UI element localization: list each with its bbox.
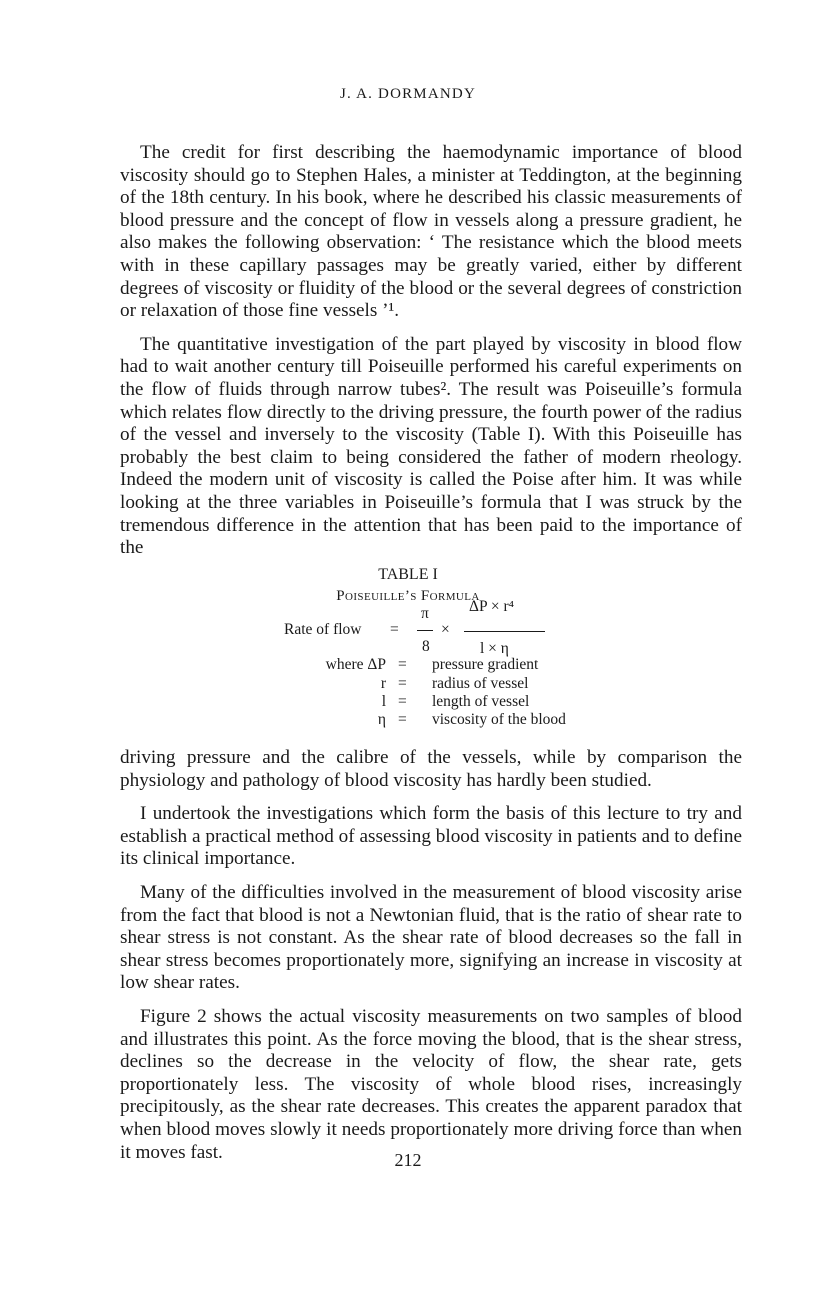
page-number: 212	[394, 1150, 422, 1170]
definition-equals: =	[398, 656, 407, 673]
definition-meaning: pressure gradient	[432, 656, 539, 673]
definition-equals: =	[398, 675, 407, 692]
definition-meaning: viscosity of the blood	[432, 711, 566, 728]
table-title: TABLE I	[378, 566, 438, 583]
definition-equals: =	[398, 711, 407, 728]
formula-eight: 8	[422, 638, 430, 655]
formula-denominator: l × η	[480, 640, 509, 657]
main-fraction-bar	[464, 631, 545, 632]
paragraph: The credit for first describing the haemodynamic importance of blood viscosity should go to Stephen Hales, a minister at Teddington, at the beginning of the 18th century. In his book, where he described his classic measurements of blood pressure and the concept of flow in vessels along a pressure gradient, he also makes the following observation: ‘ The resistance which the blood meets with in these capillary passages may be greatly varied, either by different degrees of viscosity or fluidity of the blood or the several degrees of constriction or relaxation of those fine vessels ’¹.	[120, 142, 742, 322]
definition-meaning: radius of vessel	[432, 675, 529, 692]
formula-lhs: Rate of flow	[284, 621, 362, 638]
formula-pi: π	[421, 605, 429, 622]
definition-equals: =	[398, 693, 407, 710]
body-text-after-table	[120, 747, 742, 1164]
definition-meaning: length of vessel	[432, 693, 530, 710]
running-head: J. A. DORMANDY	[340, 86, 476, 102]
pi-fraction-bar	[417, 630, 433, 631]
paragraph: driving pressure and the calibre of the vessels, while by comparison the physiology and pathology of blood viscosity has hardly been studied.	[120, 747, 742, 791]
definition-symbol: r	[380, 675, 386, 692]
paragraph: Many of the difficulties involved in the measurement of blood viscosity arise from the fact that blood is not a Newtonian fluid, that is the ratio of shear rate to shear stress is not constant. As the shear rate of blood decreases so the fall in shear stress becomes proportionately more, signifying an increase in viscosity at low shear rates.	[120, 881, 742, 994]
formula-times: ×	[441, 621, 450, 638]
paragraph: The quantitative investigation of the part played by viscosity in blood flow had to wait another century till Poiseuille performed his careful experiments on the flow of fluids through narrow tubes². The result was Poiseuille’s formula which relates flow directly to the driving pressure, the fourth power of the radius of the vessel and inversely to the viscosity (Table I). With this Poiseuille has probably the best claim to being considered the father of modern rheology. Indeed the modern unit of viscosity is called the Poise after him. It was while looking at the three variables in Poiseuille’s formula that I was struck by the tremendous difference in the attention that has been paid to the importance of the	[120, 333, 742, 559]
definition-symbol: η	[377, 711, 386, 728]
formula-numerator: ΔP × r⁴	[469, 598, 515, 615]
body-text-before-table	[120, 142, 742, 560]
paragraph: Figure 2 shows the actual viscosity measurements on two samples of blood and illustrates this point. As the force moving the blood, that is the shear stress, declines so the decrease in the velocity of flow, the shear rate, gets proportionately less. The viscosity of whole blood rises, increasingly precipitously, as the shear rate decreases. This creates the apparent paradox that when blood moves slowly it needs proportionately more driving force than when it moves fast.	[120, 1005, 742, 1163]
table-caption: Poiseuille’s Formula	[336, 588, 480, 604]
definition-symbol: l	[381, 693, 386, 710]
definition-symbol: where ΔP	[325, 656, 386, 673]
paragraph: I undertook the investigations which form the basis of this lecture to try and establish a practical method of assessing blood viscosity in patients and to define its clinical importance.	[120, 803, 742, 870]
formula-equals: =	[390, 621, 399, 638]
